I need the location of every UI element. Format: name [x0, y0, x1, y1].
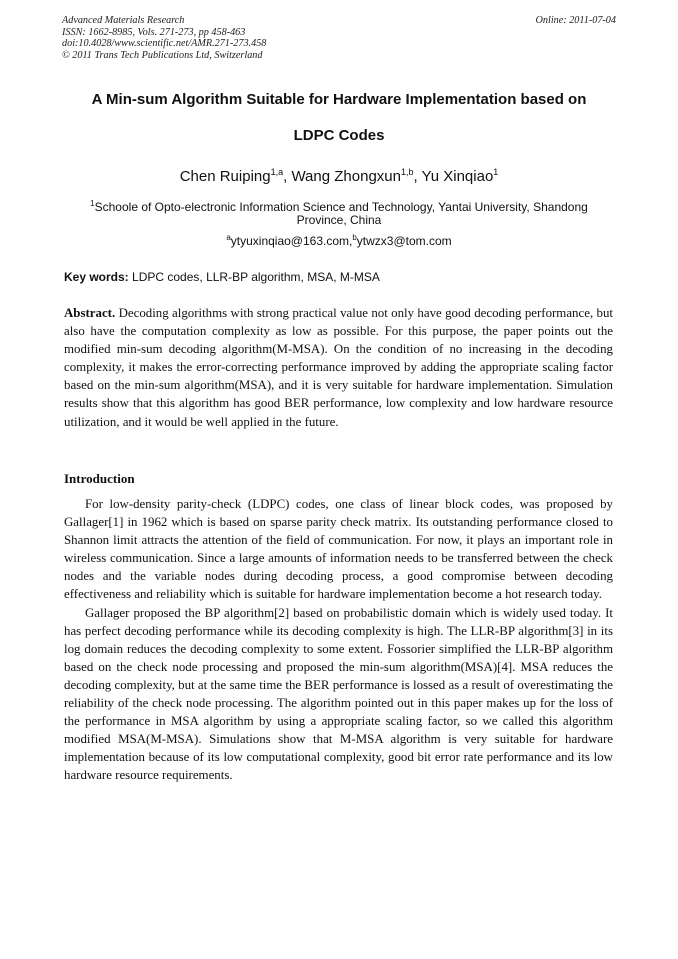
keywords	[64, 270, 616, 284]
author-affil-sup: 1,a	[270, 167, 284, 177]
paper-title-line-2: LDPC Codes	[293, 127, 385, 144]
author-name: Wang Zhongxun	[291, 168, 401, 185]
affiliation-text: Schoole of Opto-electronic Information Science and Technology, Yantai University, Shandong	[94, 200, 588, 214]
author-affil-sup: 1	[493, 167, 499, 177]
introduction-body	[64, 495, 613, 785]
email-line	[62, 229, 616, 250]
author-list	[40, 167, 638, 185]
doi-line: doi:10.4028/www.scientific.net/AMR.271-273.458	[62, 38, 267, 49]
journal-name: Advanced Materials Research	[62, 15, 185, 26]
abstract-label: Abstract.	[64, 306, 116, 320]
email-sup: b	[352, 233, 357, 242]
abstract	[64, 304, 613, 431]
email-a: ytyuxinqiao@163.com,	[230, 234, 353, 248]
author-name: Chen Ruiping	[179, 168, 271, 185]
abstract-text: Decoding algorithms with strong practical value not only have good decoding performance, but also have the computation complexity as low as possible. For this purpose, the paper points out the modified min-sum decoding algorithm(M-MSA). On the condition of no increasing in the decoding complexity, it makes the error-correcting performance improved by adding the appropriate scaling factor based on the min-sum algorithm(MSA), and it is very suitable for hardware implementation. Simulation results show that this algorithm has good BER performance, low complexity and low hardware resource utilization, and it would be well applied in the future.	[64, 306, 613, 429]
affiliation-line-2: Province, China	[296, 213, 382, 227]
paragraph: For low-density parity-check (LDPC) codes, one class of linear block codes, was proposed by Gallager[1] in 1962 which is based on sparse parity check matrix. Its outstanding performance closed to Shannon limit attracts the attention of the field of communication. For now, it plays an important role in wireless communication. Since a large amounts of information needs to be transferred between the check nodes and the variable nodes during decoding process, a good compromise between decoding effectiveness and reliability which is suitable for hardware implementation become a hot research today.	[64, 497, 613, 602]
section-heading-introduction: Introduction	[64, 471, 135, 486]
email-b: ytwzx3@tom.com	[356, 234, 452, 248]
issn-line: ISSN: 1662-8985, Vols. 271-273, pp 458-463	[62, 26, 246, 38]
author-separator: ,	[283, 168, 292, 185]
copyright-line: © 2011 Trans Tech Publications Ltd, Switzerland	[62, 49, 263, 61]
keywords-text: LDPC codes, LLR-BP algorithm, MSA, M-MSA	[132, 270, 380, 284]
author-name: Yu Xinqiao	[421, 168, 494, 185]
paper-title-line-1: A Min-sum Algorithm Suitable for Hardware Implementation based on	[91, 91, 587, 108]
author-affil-sup: 1,b	[400, 167, 414, 177]
email-sup: a	[226, 233, 231, 242]
online-date: Online: 2011-07-04	[535, 15, 616, 26]
affiliation-sup: 1	[90, 199, 95, 208]
keywords-label: Key words:	[64, 270, 129, 284]
journal-header	[62, 15, 616, 61]
author-separator: ,	[413, 168, 422, 185]
paragraph: Gallager proposed the BP algorithm[2] based on probabilistic domain which is widely used today. It has perfect decoding performance while its decoding complexity is high. The LLR-BP algorithm[3] in its log domain reduces the decoding complexity to some extent. Fossorier simplified the LLR-BP algorithm based on the check node processing and proposed the min-sum algorithm(MSA)[4]. MSA reduces the decoding complexity, but at the same time the BER performance is lossed as a result of overestimating the reliability of the check node processing. The algorithm pointed out in this paper makes up for the loss of the performance in MSA algorithm by using a appropriate scaling factor, so we called this algorithm modified MSA(M-MSA). Simulations show that M-MSA algorithm is very suitable for hardware implementation because of its low computational complexity, good bit error rate performance and its low hardware resource requirements.	[64, 605, 613, 783]
